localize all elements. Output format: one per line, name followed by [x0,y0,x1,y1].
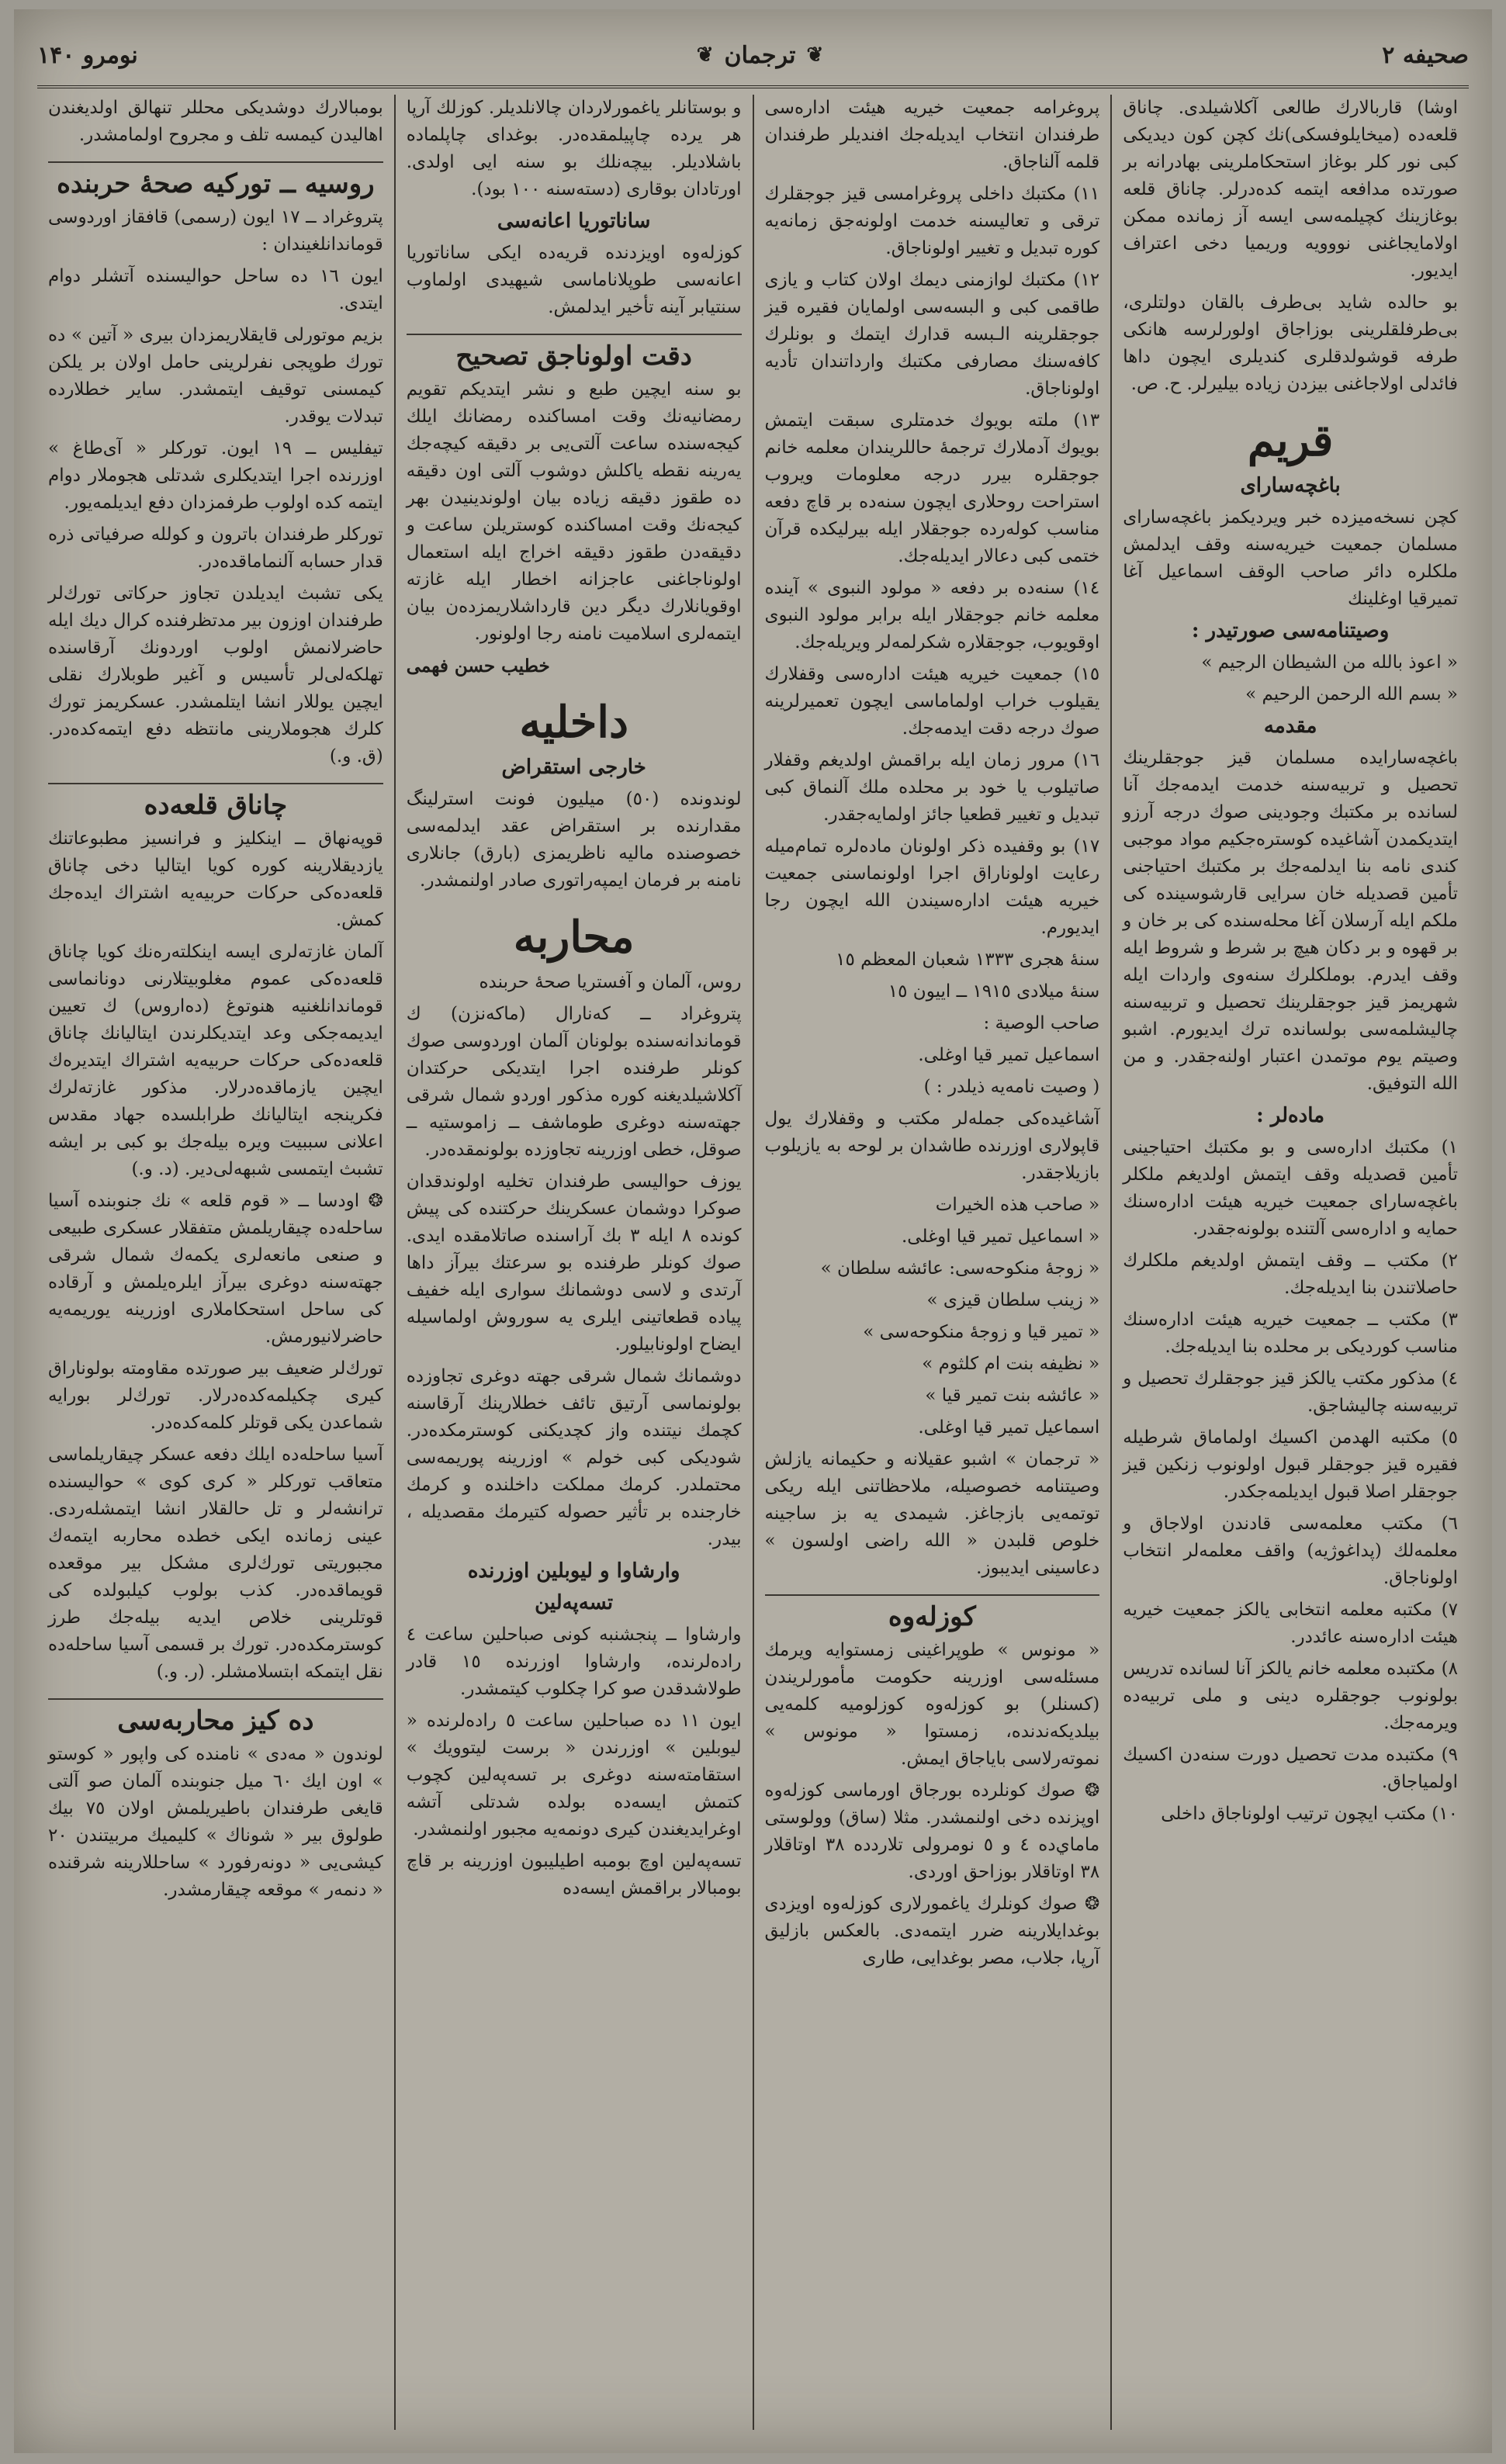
paragraph: آسيا ساحله‌ده ايلك دفعه عسكر چيقاريلماسی متعاقب توركلر « كری كوی » حواليسنده ترانشه‌لر و تل حالقلار انشا ايتمشله‌ردی. عينی زمانده ايكی خطده محاربه ايتمه‌ك مجبوريتی تورك‌لری مشكل بير موقعده قويماقده‌در. كذب بولوب كيلبولده كی قوتلرينی خلاص ايديه بيله‌جك طرز كوسترمكده‌در. تورك بر قسمی آسيا ساحله‌ده نقل ايتمكه ابتسلامشلر. (ر. و.) [48,1445,383,1682]
paragraph: « اسماعيل تمير قيا اوغلی. [901,1227,1100,1247]
paragraph: ۲) مكتب ــ وقف ايتمش اولديغم ملكلرك حاصلاتندن بنا ايديله‌جك. [1123,1251,1458,1298]
paragraph: بو سنه ايچين طبع و نشر ايتديكم تقويم رمضانيه‌نك وقت امساكنده رمضانك ايلك كيجه‌سنده ساعت آلتی‌يی بر دقيقه كيچه‌جك يه‌رينه نقطه ياكلش دوشوب آلتی اون دقيقه ده طقوز دقيقه زياده بيان اولوندينيدن بهر كيجه‌نك وقت امساكنده كوستريلن ساعت و دقيقه‌دن طقوز دقيقه اخراج ايله استعمال اولوناجاغنی عاجزانه اخطار ايله غازته اوقويانلارك ديگر دين قارداشلاريمزده‌ن بيان ايتمه‌لری اسلاميت نامنه رجا اولونور. [406,379,742,644]
paragraph: ٦) مكتب معلمه‌سی قادندن اولاجاق و معلمه‌لك (پداغوژيه) واقف معلمه‌لر انتخاب اولوناجاق. [1123,1514,1458,1588]
article-subtitle: وصيتنامه‌سی صورتيدر : [1191,619,1390,642]
paragraph: ۱۱) مكتبك داخلی پروغرامسی قيز جوجقلرك ترقی و تعاليسنه خدمت اولونه‌جق زمانه‌يه كوره تبديل و تغيير اولوناجاق. [764,184,1100,258]
paragraph: صاحب الوصية : [983,1013,1100,1033]
paragraph: اسماعيل تمير قيا اوغلی. [918,1417,1100,1438]
paragraph: بومبالارك دوشديكی محللر تنهالق اولديغندن اهاليدن كيمسه تلف و مجروح اولمامشدر. [48,98,383,145]
article-title: كوزله‌وه [765,1594,1100,1631]
section-heading: محاربه [513,912,635,963]
author-signature: خطيب حسن فهمی [406,656,550,677]
paragraph: تورك‌لر ضعيف بير صورتده مقاومته بولوناراق كيری چكيلمه‌كده‌درلار. تورك‌لر بورايه شماعدن يكی قوتلر كلمه‌كده‌در. [48,1358,383,1433]
ornament-icon: ❦ [806,43,824,67]
article-title: دقت اولوناجق تصحيح [407,334,742,370]
paragraph: ❂ اودسا ــ « قوم قلعه » نك جنوبنده آسيا ساحله‌ده چيقاريلمش متفقلار عسكری طبيعی و صنعی مانعه‌لری يكمه‌ك شمال شرقی جهته‌سنه دوغری بيرآز ايلره‌يلمش و آرقاده كی ساحل استحكاملاری اوزرينه يوريمه‌يه حاضرلانيورمش. [48,1191,383,1347]
paragraph: ❂ صوك كونلرك ياغمورلاری كوزله‌وه اويزدی بوغدايلارينه ضرر ايتمه‌دی. بالعكس بازليق آرپا، جلاب، مصر بوغدايی، طاری [764,1894,1100,1968]
paragraph: ۱۷) بو وقفيده ذكر اولونان ماده‌لره تمام‌ميله رعايت اولوناراق اجرا اولونماسنی جمعيت خيريه هيئت اداره‌سيندن الله ايچون رجا ايديورم. [764,836,1100,938]
article-subtitle: مقدمه [1263,715,1317,738]
paragraph: ۳) مكتب ــ جمعيت خيريه هيئت اداره‌سنك مناسب كورديكی بر محلده بنا ايديله‌جك. [1123,1310,1458,1357]
paragraph: دوشمانك شمال شرقی جهته دوغری تجاوزده بولونماسی آرتيق تائف خطلارينك آرقاسنه كچمك نيتنده واز كچديكنی كوسترمكده‌در. شوديكی كبی خولم » اوزرينه پوريمه‌سی محتملدر. كرمك مملكت داخلنده و كرمك خارجنده بر تأثير حصوله كتيرمك مقصديله ، بيدر. [406,1366,742,1549]
paragraph: ۱٥) جمعيت خيريه هيئت اداره‌سی وقفلارك يقيلوب خراب اولماماسی ايچون تعميرلرينه صوك درجه دقت ايدمه‌جك. [764,664,1100,739]
paragraph: « بسم الله الرحمن الرحيم » [1245,684,1458,704]
paragraph: يوزف حواليسی طرفندان تخليه اولوندقدان صوكرا دوشمان عسكرينك حركتنده كی پيش كونده ۸ ايله ۳ بك آراسنده صاتلامقده ايدی. صوك كونلر طرفنده بو سرعتك بيرآز داها آرتدی و لاسی دوشمانك سواری ايله خفيف پياده قطعاتينی ايلری يه سوروش اولماسيله ايضاح اولونابيلور. [406,1171,742,1355]
article-subtitle: خارجی استقراض [501,756,646,779]
paragraph: روس، آلمان و آفستريا صحهٔ حربنده [479,972,742,992]
article-title: روسيه ــ توركيه صحهٔ حربنده [48,161,383,198]
paragraph: تيفليس ــ ۱۹ ايون. توركلر « آی‌طاغ » اوزرنده اجرا ايتديكلری شدتلی هجوملار دوام ايتمه كده اولوب طرفمزدان دفع ايديلمه‌يور. [48,438,383,513]
paragraph: اسماعيل تمير قيا اوغلی. [918,1045,1100,1065]
paragraph: ۱) مكتبك اداره‌سی و بو مكتبك احتياجينی تأمين قصديله وقف ايتمش اولديغم ملكلر باغچه‌سارای جمعيت خيريه هيئت اداره‌سنك حمايه و اداره‌سی آلتنده بولونه‌جقدر. [1123,1137,1458,1239]
section-heading: قريم [1247,415,1334,466]
paragraph: توركلر طرفندان باترون و كولله صرفياتی ذره قدار حسابه آلنماماقده‌در. [48,524,383,572]
paragraph: سنهٔ ميلادی ۱۹۱٥ ــ اييون ۱٥ [888,981,1100,1002]
paragraph: « تمير قيا و زوجهٔ منكوحه‌سی » [863,1322,1100,1342]
article-title: چاناق قلعه‌ده [48,783,383,819]
paragraph: آشاغيده‌كی جمله‌لر مكتب و وقفلارك يول قاپولاری اوزرنده طاشدان بر لوحه به يازيلوب بازيلاجقدر. [764,1109,1100,1183]
paragraph: « عائشه بنت تمير قيا » [925,1386,1100,1406]
article-subtitle: ماده‌لر : [1256,1104,1325,1127]
page-number: صحيفه ۲ [1382,41,1469,69]
article-subtitle: تسه‌په‌لين [535,1591,614,1614]
column-2 [753,95,1111,2430]
paragraph: اوشا) قاربالارك طالعی آكلاشيلدی. چاناق قلعه‌ده (ميخايلوفسكی)نك كچن كون ديديكی كبی نور كلر بوغاز استحكاملرينی بهادرانه بر صورتده مدافعه ايتمه كده‌درلر. چاناق قلعه بوغازينك كچيلمه‌سی ايسه آز زمانده ممكن اولامايجاغنی نووويه وريميا دخی اعتراف ايديور. [1123,98,1458,281]
text-columns [37,95,1469,2430]
paragraph: بو حالده شايد بی‌طرف بالقان دولتلری، بی‌طرفلقلرينی بوزاجاق اولورلرسه هانكی طرفه قوشولدقلری كنديلری ايچون داها فائدلی اولاجاغنی بيزدن زياده بيليرلر. ح. ص. [1123,292,1458,394]
paragraph: بزيم موتورلی قايقلاريمزدان بيری « آتين » ده تورك طوپجی نفرلرينی حامل اولان بر يلكن كيمسنی توقيف ايتمشدر. ساير خطلارده تبدلات يوقدر. [48,325,383,427]
paragraph: ۱٤) سنه‌ده بر دفعه « مولود النبوی » آينده معلمه خانم جوجقلار ايله برابر مولود النبوی اوقويوب، جوجقلاره شكرلمه‌لر ويريله‌جك. [764,578,1100,652]
paragraph: « اعوذ بالله من الشيطان الرجيم » [1201,652,1458,673]
paragraph: « زوجهٔ منكوحه‌سی: عائشه سلطان » [820,1258,1100,1279]
paragraph: پتروغراد ــ كه‌نارال (ماكه‌نزن) ك قوماندانه‌سنده بولونان آلمان اوردوسی صوك كونلر طرفنده اجرا ايتديكی حركتدان آكلاشيلديغنه كوره مذكور اوردو شمال شرقی جهته‌سنه دوغری طوماشف ــ زاموستيه ــ صوقل، خطی اوزرينه تجاوزده بولونمقده‌در. [406,1004,742,1160]
paragraph: ايون ۱۱ ده صباحلين ساعت ٥ راده‌لرنده « ليوبلين » اوزرندن « برست ليتوويك » استقامته‌سنه دوغری بر تسه‌په‌لين كچوب كتمش ايسه‌ده بولده شدتلی آتشه اوغرايديغندن كيری دونمه‌يه مجبور اولنمشدر. [406,1711,742,1839]
paragraph: تسه‌په‌لين اوچ بومبه اطيليبون اوزرينه بر قاچ بومبالار براقمش ايسه‌ده [406,1851,742,1898]
paragraph: ( وصيت نامه‌يه ذيلدر : ) [923,1077,1100,1097]
paragraph: قوپه‌نهاق ــ اينكليز و فرانسيز مطبوعاتنك يازديقلارينه كوره كويا ايتاليا دخی چاناق قلعه‌ده‌كی حركات حربيه‌يه اشتراك ايده‌جك كمش. [48,829,383,930]
newspaper-page [14,9,1492,2453]
paragraph: و بوستانلر ياغمورلاردان چالانلديلر. كوزلك آرپا هر يرده چاپيلمقده‌در. بوغدای چاپلماده باشلاديلر. بيچه‌نلك بو سنه ايی اولدی. اورتادان بوقاری (دسته‌سنه ۱۰۰ بود). [406,98,742,199]
paragraph: ۷) مكتبه معلمه انتخابی يالكز جمعيت خيريه هيئت اداره‌سنه عائددر. [1123,1600,1458,1647]
paragraph: ۱٦) مرور زمان ايله براقمش اولديغم وقفلار صاتيلوب يا خود بر محلده ملك آلنماق كبی تبديل و تغيير قطعيا جائز اولمايه‌جقدر. [764,750,1100,825]
masthead [697,42,824,69]
paragraph: « صاحب هذه الخيرات [935,1195,1100,1215]
column-4 [37,95,394,2430]
paragraph: كچن نسخه‌ميزده خبر ويرديكمز باغچه‌سارای مسلمان جمعيت خيريه‌سنه وقف ايدلمش ملكلره دائر صاحب الوقف اسماعيل آغا تميرقيا اوغلينك [1123,507,1458,609]
paragraph: ٤) مذكور مكتب يالكز قيز جوجقلرك تحصيل و تربيه‌سنه چاليشاجق. [1123,1369,1458,1416]
paragraph: « ترجمان » اشبو عقيلانه و حكيمانه يازلش وصيتنامه خصوصيله، ملاحظاتنی ايله ريكی توتمه‌يی بازجاغز. شيمدی يه بز ساجينه خلوص قلبدن « الله راضی اولسون » دعاسينی ايديبوز. [764,1449,1100,1578]
paragraph: وارشاوا ــ پنجشنبه كونی صباحلين ساعت ٤ راده‌لرنده، وارشاوا اوزرنده ۱٥ قادر طولاشدقدن صو كرا چكلوب كيتمشدر. [406,1625,742,1699]
paragraph: « نظيفه بنت ام كلثوم » [922,1354,1100,1374]
paragraph: ۱۲) مكتبك لوازمنی ديمك اولان كتاب و يازی طاقمی كبی و البسه‌سی اولمايان فقيره قيز جوجقلرينه الـبسه قدارك ايتمك و بونلرك كافه‌سنك مصارفی مكتبك وارداتندان تأديه اولوناجاق. [764,270,1100,399]
paper-name: ترجمان [724,41,796,69]
paragraph: كوزله‌وه اويزدنده قريه‌ده ايكی ساناتوريا اعانه‌سی طوپلاناماسی شيهيدی اولماوب سنتيابر آينه تأخير ايدلمش. [406,243,742,317]
article-subtitle: وارشاوا و ليوبلين اوزرنده [467,1559,680,1583]
issue-number: نومرو ۱۴۰ [37,41,138,69]
paragraph: « زينب سلطان قيزی » [926,1290,1100,1310]
paragraph: ۱۰) مكتب ايچون ترتيب اولوناجاق داخلی [1161,1804,1458,1824]
paragraph: آلمان غازته‌لری ايسه اينكلته‌ره‌نك كويا چاناق قلعه‌ده‌كی عموم مغلوبيتلارنی دونانماسی قوماندانلغنيه هنوتوغ (ده‌اروس) ك تعيين ايديمه‌جكی وعد ايتديكلرندن ايتاليانك چاناق قلعه‌ده‌كی حركات حربيه‌يه اشتراك ايتديره‌ك ايچين يازماقده‌درلار. مذكور غازته‌لرك فكرينجه ايتاليانك طرابلسده جهاد مقدس اعلانی سببيت ويره بيله‌جك بو كبی بر ايشه تشبث ايتمسی شبهه‌لی‌دير. (د. و.) [48,942,383,1179]
section-heading: داخليه [519,697,628,748]
paragraph: ۹) مكتبده مدت تحصيل دورت سنه‌دن اكسيك اولمياجاق. [1123,1745,1458,1792]
paragraph: ۱۳) ملته بويوك خدمتلری سبقت ايتمش بويوك آدملارك ترجمهٔ حاللريندان معلمه خانم جوجقلره بيرر درجه معلومات ويروب استراحت روحلاری ايچون سنه‌ده بر قاچ دفعه مناسب كوله‌رده جوجقلار ايله بيرليكده قرآن ختمی كبی دعالار ايديله‌جك. [764,410,1100,566]
page-header [37,25,1469,88]
article-subtitle: ساناتوريا اعانه‌سی [497,209,651,233]
article-title: ده كيز محاربه‌سی [48,1698,383,1735]
paragraph: « مونوس » طوپراغينی زمستوايه ويرمك مسئله‌سی اوزرينه حكومت مأمورلريندن (كسنلر) بو كوزله‌وه كوزلوميه كلمه‌يی بيلديكه‌ندنده، زمستوا « مونوس » نموته‌رلاسی باياجاق ايمش. [764,1640,1100,1769]
column-1 [1110,95,1469,2430]
article-subtitle: باغچه‌سارای [1240,474,1341,497]
paragraph: سنهٔ هجری ۱۳۳۳ شعبان المعظم ۱٥ [836,950,1100,970]
paragraph: لوندونده (٥٠) ميليون فونت استرلينگ مقدارنده بر استقراض عقد ايدلمه‌سی خصوصنده ماليه ناظريمزی (بارق) جانلاری نامنه بر فرمان ايمپه‌راتوری صادر اولنمشدر. [406,789,742,891]
paragraph: ❂ صوك كونلرده بورجاق اورماسی كوزله‌وه اوپزنده دخی اولنمشدر. مثلا (ساق) وولوستی ماماي‌ده ٤ و ٥ نومرولی تلاردده ۳۸ اوتاقلار ۳۸ اوتاقلار بوزاحق اوردی. [764,1781,1100,1882]
paragraph: ۸) مكتبده معلمه خانم يالكز آنا لسانده تدريس بولونوب جوجقلره دينی و ملی تربيه‌ده ويرمه‌جك. [1123,1659,1458,1733]
paragraph: باغچه‌سارايده مسلمان قيز جوجقلرينك تحصيل و تربيه‌سنه خدمت ايدمه‌جك آنا لسانده بر مكتبك وجودينی صوك درجه آرزو ايتديكمدن آشاغيده كوستره‌جكيم مواد موجبی كندی نامه بنا ايدلمه‌جك بر مكتبك احتياجنی تأمين قصديله خان سرايی قارشوسينده كی ملكم ايله آرسلان آغا محله‌سنده كی بر خان و بر قهوه و بر دكان هيچ بر شرط و شروط ايله وقف ايدرم. بوملكلرك سنه‌وی واردات ايله شهريمز قيز جوجقلرينك تحصيل و تربيه‌سنه چاليشلمه‌سی بولسانده ترك ايديورم. اشبو وصيتم يوم موتمدن اعتبار اولنه‌جقدر. و من الله التوفيق. [1123,748,1458,1094]
column-3 [394,95,753,2430]
paragraph: پروغرامه جمعيت خيريه هيئت اداره‌سی طرفندان انتخاب ايديله‌جك افنديلر طرفندان قلمه آلناجاق. [764,98,1100,172]
paragraph: لوندون « مه‌دی » نامنده كی واپور « كوستو » اون ايك ٦٠ ميل جنوبنده آلمان صو آلتی قايغی طرفندان باطيريلمش اولان ٧٥ بيك طولوق بير « شوناك » كليميك مربيتندن ٢٠ كيشی‌يی « دونه‌رفورد » ساحللارينه شرقنده « دنمه‌ر » موقعه چيقارمشدر. [48,1744,383,1900]
ornament-icon: ❦ [696,43,714,67]
paragraph: ٥) مكتبه الهدمن اكسيك اولماماق شرطيله فقيره قيز جوجقلر قبول اولونوب زنكين قيز جوجقلر اصلا قبول ايديلمه‌جكدر. [1123,1428,1458,1502]
paragraph: پتروغراد ــ ۱۷ ايون (رسمی) قافقاز اوردوسی قوماندانلغيندان : [48,207,383,254]
paragraph: يكی تشبث ايديلدن تجاوز حركاتی تورك‌لر طرفندان اوزون بير مدتظرفنده كرال ديك ايله حاضرلانمش اولوب اوردونك آرقاسنده تهلكه‌لی‌لر تأسيس و آغير طوبلارك نقلی ايچين يوللار انشا ايتلمشدر. عسكريمز تورك كلرك هجوملارينی مانتظه دفع ايتمه‌كده‌در. (ق. و.) [48,583,383,767]
paragraph: ايون ۱٦ ده ساحل حواليسنده آتشلر دوام ايتدی. [48,266,383,313]
